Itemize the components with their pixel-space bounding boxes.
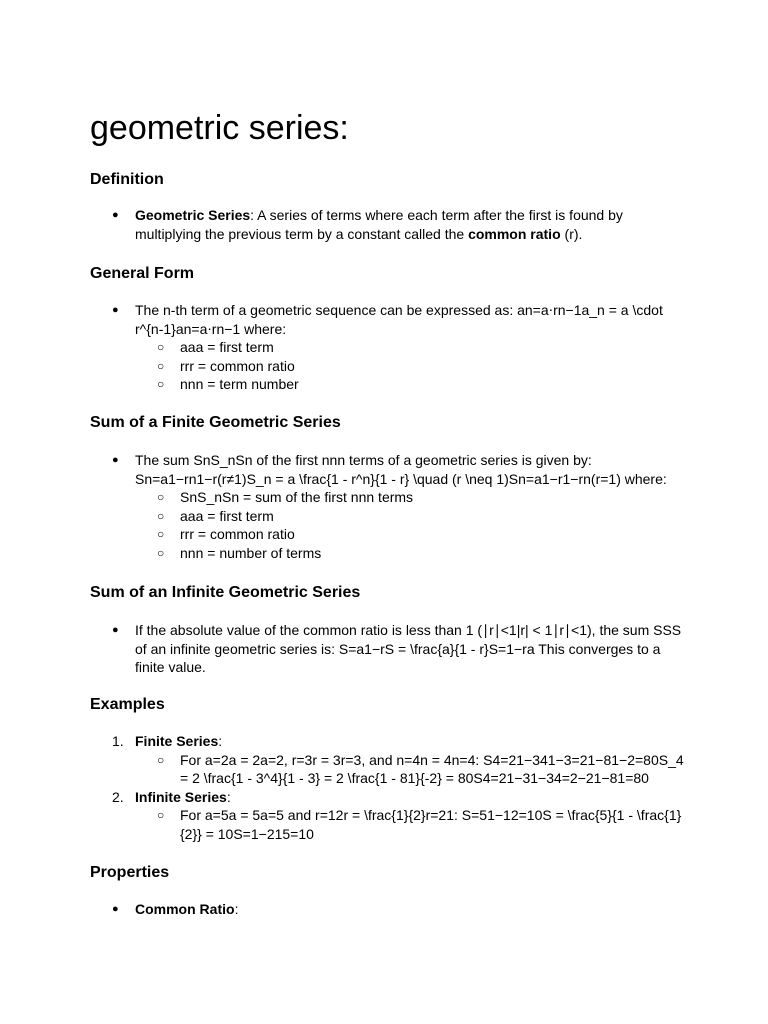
properties-colon: : (234, 901, 239, 917)
infinite-sum-text: If the absolute value of the common ratio is less than 1 (∣r∣<1|r| < 1∣r∣<1), the sum SSS of an infinite geometric series is: S=a1−rS = \frac{a}{1 - r}S=1−ra This converges to a finite value. (135, 622, 682, 676)
infinite-sum-heading: Sum of an Infinite Geometric Series (90, 584, 361, 601)
example-text: For a=2a = 2a=2, r=3r = 3r=3, and n=4n = 4n=4: S4=21−341−3=21−81−2=80S_4 = 2 \frac{1 - 3^4}{1 - 3} = 2 \frac{1 - 81}{-2} = 80S4=21−31−34=2−21−81=80 (180, 751, 684, 787)
general-form-item (90, 301, 690, 394)
general-form-section (90, 264, 690, 394)
hollow-bullet-icon: ○ (157, 545, 165, 560)
definition-section (90, 170, 690, 243)
hollow-bullet-icon: ○ (157, 752, 165, 767)
finite-sum-item (90, 451, 690, 563)
general-form-intro: The n-th term of a geometric sequence can be expressed as: an=a⋅rn−1a_n = a \cdot r^{n-1}an=a⋅rn−1 where: (135, 302, 663, 337)
bullet-icon: ● (112, 304, 119, 316)
definition-bold: common ratio (468, 225, 561, 242)
sub-list-item (135, 357, 690, 376)
examples-section (90, 695, 690, 844)
list-number: 1. (112, 733, 124, 749)
hollow-bullet-icon: ○ (157, 808, 165, 823)
sub-item-text: rrr = common ratio (180, 357, 295, 374)
hollow-bullet-icon: ○ (157, 527, 165, 542)
example-colon: : (218, 733, 223, 749)
example-text: For a=5a = 5a=5 and r=12r = \frac{1}{2}r=21: S=51−12=10S = \frac{5}{1 - \frac{1}{2}} = 10S=1−215=10 (180, 807, 682, 842)
properties-label: Common Ratio (135, 901, 235, 917)
example-colon: : (226, 788, 231, 805)
properties-section (90, 863, 690, 919)
sub-item-text: nnn = term number (180, 376, 299, 393)
sub-list-item (135, 525, 690, 544)
bullet-icon: ● (112, 903, 119, 915)
sub-list-item (135, 507, 690, 526)
bullet-icon: ● (112, 624, 119, 636)
hollow-bullet-icon: ○ (157, 508, 165, 523)
sub-list-item (135, 751, 690, 788)
hollow-bullet-icon: ○ (157, 340, 165, 355)
list-number: 2. (112, 788, 124, 805)
sub-item-text: nnn = number of terms (180, 544, 322, 561)
infinite-sum-section (90, 583, 690, 677)
sub-list-item (135, 806, 690, 843)
example-label: Finite Series (135, 733, 219, 749)
definition-text-b: (r). (560, 225, 583, 242)
sub-item-text: aaa = first term (180, 339, 274, 356)
sub-list-item (135, 488, 690, 507)
example-item (90, 788, 690, 844)
finite-sum-section (90, 413, 690, 563)
sub-list-item (135, 544, 690, 563)
sub-list-item (135, 375, 690, 394)
bullet-icon: ● (112, 454, 119, 466)
sub-item-text: aaa = first term (180, 507, 274, 524)
definition-term: Geometric Series (135, 207, 251, 223)
properties-heading: Properties (90, 864, 170, 881)
definition-heading: Definition (90, 171, 164, 188)
sub-item-text: SnS_nSn = sum of the first nnn terms (180, 489, 414, 506)
general-form-heading: General Form (90, 265, 195, 282)
bullet-icon: ● (112, 209, 119, 221)
finite-sum-heading: Sum of a Finite Geometric Series (90, 414, 341, 431)
definition-text-a: : A series of terms where each term after the first is found by multiplying the previous term by a constant called the (135, 207, 623, 242)
sub-item-text: rrr = common ratio (180, 526, 295, 543)
example-item (90, 732, 690, 788)
sub-list-item (135, 338, 690, 357)
examples-heading: Examples (90, 696, 165, 713)
finite-sum-intro: The sum SnS_nSn of the first nnn terms of a geometric series is given by: Sn=a1−rn1−r(r≠1)S_n = a \frac{1 - r^n}{1 - r} \quad (r \neq 1)Sn=a1−r1−rn(r=1) where: (135, 452, 667, 487)
example-label: Infinite Series (135, 788, 227, 805)
definition-item (90, 206, 690, 243)
page-title: geometric series: (90, 109, 349, 147)
hollow-bullet-icon: ○ (157, 377, 165, 392)
hollow-bullet-icon: ○ (157, 358, 165, 373)
infinite-sum-item (90, 621, 690, 677)
properties-item (90, 900, 690, 919)
hollow-bullet-icon: ○ (157, 490, 165, 505)
